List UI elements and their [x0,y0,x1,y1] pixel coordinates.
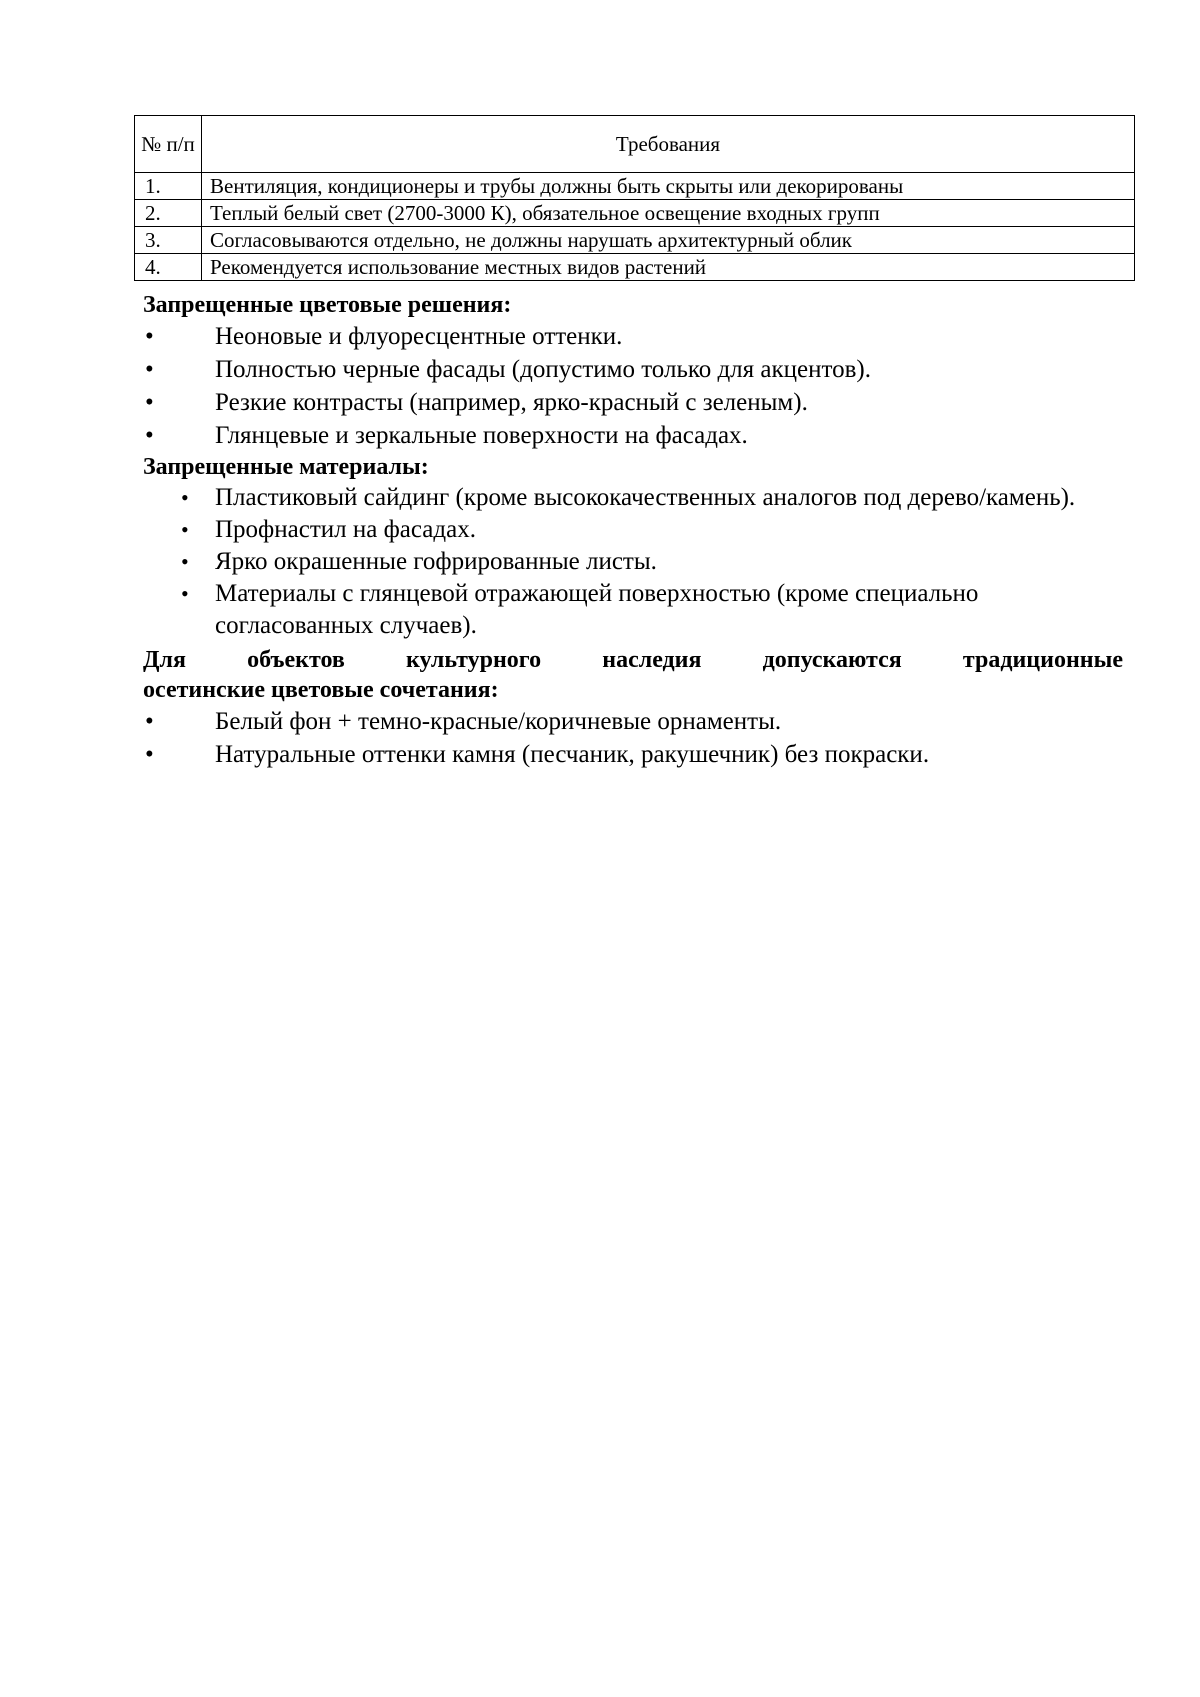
table-cell-requirement: Вентиляция, кондиционеры и трубы должны быть скрыты или декорированы [202,173,1135,200]
list-item-text: Глянцевые и зеркальные поверхности на фасадах. [215,422,748,449]
list-item-text: Белый фон + темно-красные/коричневые орнаменты. [215,708,782,735]
list-item [143,320,1123,353]
list-item-text: Полностью черные фасады (допустимо только для акцентов). [215,356,871,383]
list-item-text: Ярко окрашенные гофрированные листы. [215,548,657,575]
table-row [135,254,1135,281]
list-item-text: Профнастил на фасадах. [215,516,476,543]
table-cell-number: 3. [135,227,202,254]
requirements-table [134,115,1135,281]
heading-word: наследия [602,647,702,673]
table-cell-requirement: Рекомендуется использование местных видов растений [202,254,1135,281]
list-item [143,353,1123,386]
heading-word: традиционные [962,647,1123,673]
bullet-icon: • [145,323,154,350]
bullet-icon: • [145,356,154,383]
bullet-icon: • [145,708,154,735]
table-cell-requirement: Теплый белый свет (2700-3000 К), обязательное освещение входных групп [202,200,1135,227]
table-header-number: № п/п [135,116,202,173]
bullet-icon: • [181,517,189,542]
list-item [143,419,1123,452]
heritage-list [143,705,1123,771]
table-cell-number: 2. [135,200,202,227]
list-item-text: Материалы с глянцевой отражающей поверхностью (кроме специально согласованных случаев). [215,580,979,639]
heading-word: культурного [406,647,542,673]
forbidden-colors-heading: Запрещенные цветовые решения: [143,292,512,318]
forbidden-colors-list [143,320,1123,452]
document-body [143,290,1123,771]
list-item [143,578,1123,642]
table-cell-number: 1. [135,173,202,200]
table-row [135,200,1135,227]
list-item [143,482,1123,514]
list-item [143,738,1123,771]
bullet-icon: • [181,485,189,510]
list-item-text: Пластиковый сайдинг (кроме высококачественных аналогов под дерево/камень). [215,484,1076,511]
list-item [143,386,1123,419]
list-item-text: Неоновые и флуоресцентные оттенки. [215,323,623,350]
forbidden-materials-heading: Запрещенные материалы: [143,454,429,480]
bullet-icon: • [145,422,154,449]
bullet-icon: • [181,581,189,606]
list-item [143,546,1123,578]
list-item-text: Резкие контрасты (например, ярко-красный с зеленым). [215,389,808,416]
table-cell-number: 4. [135,254,202,281]
heritage-heading-line2: осетинские цветовые сочетания: [143,677,499,703]
table-header-requirements: Требования [202,116,1135,173]
list-item-text: Натуральные оттенки камня (песчаник, ракушечник) без покраски. [215,741,930,768]
bullet-icon: • [145,389,154,416]
heritage-heading [143,645,1123,705]
bullet-icon: • [181,549,189,574]
list-item [143,705,1123,738]
heading-word: Для [143,647,186,673]
list-item [143,514,1123,546]
heritage-heading-line1 [143,645,1123,675]
bullet-icon: • [145,741,154,768]
heading-word: объектов [247,647,345,673]
table-header-row [135,116,1135,173]
table-cell-requirement: Согласовываются отдельно, не должны нарушать архитектурный облик [202,227,1135,254]
table-row [135,173,1135,200]
forbidden-materials-list [143,482,1123,642]
table-row [135,227,1135,254]
heading-word: допускаются [762,647,902,673]
